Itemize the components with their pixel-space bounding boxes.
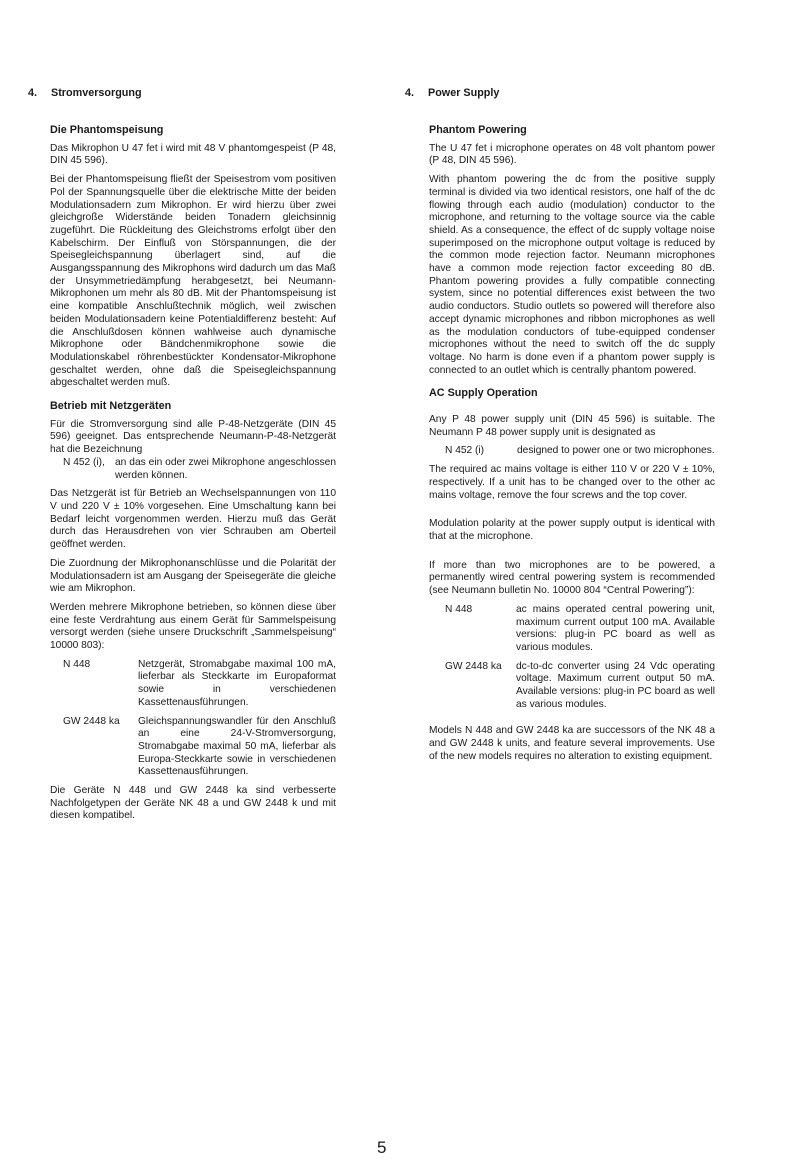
english-column [429,124,715,770]
gw2448-entry-de [50,716,336,780]
n448-term-en: N 448 [445,603,473,615]
n452-desc-en: designed to power one or two microphones. [517,445,715,457]
n452-term-de: N 452 (i), [63,456,105,468]
gw2448-term-de: GW 2448 ka [63,715,120,727]
n452-entry-de [50,457,336,482]
section-title-en: Power Supply [428,87,500,99]
section-title-de: Stromversorgung [51,87,142,99]
netz-successors-de: Die Geräte N 448 und GW 2448 ka sind verbesserte Nachfolgetypen der Geräte NK 48 a und GW 2448 k und mit diesen kompatibel. [50,785,336,822]
ac-intro-en: Any P 48 power supply unit (DIN 45 596) is suitable. The Neumann P 48 power supply unit is designated as [429,414,715,438]
n448-entry-en [429,604,715,655]
section-number-en: 4. [405,87,415,99]
phantom-intro-en: The U 47 fet i microphone operates on 48 volt phantom power (P 48, DIN 45 596). [429,142,715,167]
gw2448-entry-en [429,661,715,712]
netz-multi-de: Werden mehrere Mikrophone betrieben, so können diese über eine feste Verdrahtung aus einem Gerät für Sammelspeisung versorgt werden (siehe unsere Druckschrift „Sammelspeisung“ 10000 803): [50,601,336,652]
section-heading-en [405,87,499,99]
ac-successors-en: Models N 448 and GW 2448 ka are successors of the NK 48 a and GW 2448 k units, and feature several improvements. Use of the new models requires no alteration to existing equipment. [429,725,715,762]
phantom-heading-de: Die Phantomspeisung [50,124,164,136]
gw2448-term-en: GW 2448 ka [445,660,502,672]
n448-entry-de [50,659,336,710]
gw2448-desc-de: Gleichspannungswandler für den Anschluß an eine 24-V-Stromversorgung, Stromabgabe maximal 50 mA, lieferbar als Europa-Steckkarte sowie in verschiedenen Kassettenausführungen. [138,715,336,778]
ac-heading-en: AC Supply Operation [429,387,538,400]
netz-heading-de: Betrieb mit Netzgeräten [50,400,172,413]
netz-voltage-de: Das Netzgerät ist für Betrieb an Wechselspannungen von 110 V und 220 V ± 10% vorgesehen. Eine Umschaltung kann bei Bedarf leicht vorgenommen werden. Hierzu muß das Gerät durch das Herausdrehen von vier Schrauben am Oberteil geöffnet werden. [50,488,336,551]
phantom-body-de: Bei der Phantomspeisung fließt der Speisestrom vom positiven Pol der Spannungsquelle über die elektrische Mitte der beiden Modulationsadern zum Mikrophon. Er wird hierzu über zwei gleichgroße Widerstände beiden Tonadern gleichsinnig zugeführt. Die Rückleitung des Gleichstroms erfolgt über den Kabelschirm. Der Einfluß von Störspannungen, die der Speisegleichspannung überlagert sind, auf die Ausgangsspannung des Mikrophons wird dadurch um das Maß der Unsymmetriedämpfung herabgesetzt, bei Neumann-Mikrophonen um mehr als 80 dB. Mit der Phantomspeisung ist eine kompatible Anschlußtechnik möglich, weil zwischen beiden Modulationsadern keine Potentialdifferenz besteht: Auf die Anschlußdosen können wahlweise auch dynamische Mikrophone oder Bändchenmikrophone sowie die Modulationskabel röhrenbestückter Kondensator-Mikrophone geschaltet werden, ohne daß die Speisegleichspannung abgeschaltet werden muß. [50,174,336,389]
page-number: 5 [377,1138,387,1157]
netz-polarity-de: Die Zuordnung der Mikrophonanschlüsse und die Polarität der Modulationsadern ist am Ausgang der Speisegeräte die gleiche wie am Mikrophon. [50,557,336,595]
n448-desc-de: Netzgerät, Stromabgabe maximal 100 mA, lieferbar als Steckkarte im Europaformat sowie in verschiedenen Kassettenausführungen. [138,658,336,708]
ac-polarity-en: Modulation polarity at the power supply output is identical with that at the microphone. [429,518,715,542]
netz-intro-de: Für die Stromversorgung sind alle P-48-Netzgeräte (DIN 45 596) geeignet. Das entsprechende Neumann-P-48-Netzgerät hat die Bezeichnung [50,418,336,456]
section-number-de: 4. [28,87,38,99]
ac-voltage-en: The required ac mains voltage is either 110 V or 220 V ± 10%, respectively. If a unit has to be changed over to the other ac mains voltage, remove the four screws and the top cover. [429,464,715,501]
gw2448-desc-en: dc-to-dc converter using 24 Vdc operating voltage. Maximum current output 50 mA. Available versions: plug-in PC board as well as various modules. [516,660,715,710]
n448-term-de: N 448 [63,658,91,670]
phantom-heading-en: Phantom Powering [429,124,527,136]
n452-entry-en [429,445,715,458]
section-heading-de [28,87,142,99]
german-column [50,124,336,829]
n448-desc-en: ac mains operated central powering unit, maximum current output 100 mA. Available versions: plug-in PC board as well as various modules. [516,603,715,653]
ac-multi-en: If more than two microphones are to be powered, a permanently wired central powering system is recommended (see Neumann bulletin No. 10000 804 “Central Powering”): [429,559,715,597]
n452-term-en: N 452 (i) [445,445,485,457]
phantom-body-en: With phantom powering the dc from the positive supply terminal is divided via two identical resistors, one half of the dc flowing through each audio (modulation) conductor to the microphone, and returning to the voltage source via the cable shield. As a consequence, the effect of dc supply voltage noise superimposed on the microphone output voltage is reduced by the common mode rejection factor. Neumann microphones have a common mode rejection factor exceeding 80 dB. Phantom powering provides a fully compatible connecting system, since no potential differences exist between the two audio conductors. Studio outlets so powered will therefore also accept dynamic microphones and ribbon microphones as well as the modulation conductors of tube-equipped condenser microphones without the need to switch off the dc supply voltage. No harm is done even if a phantom power supply is connected to an outlet which is centrally phantom powered. [429,174,715,376]
n452-desc-de: an das ein oder zwei Mikrophone angeschlossen werden können. [115,456,336,481]
phantom-intro-de: Das Mikrophon U 47 fet i wird mit 48 V phantomgespeist (P 48, DIN 45 596). [50,142,336,167]
